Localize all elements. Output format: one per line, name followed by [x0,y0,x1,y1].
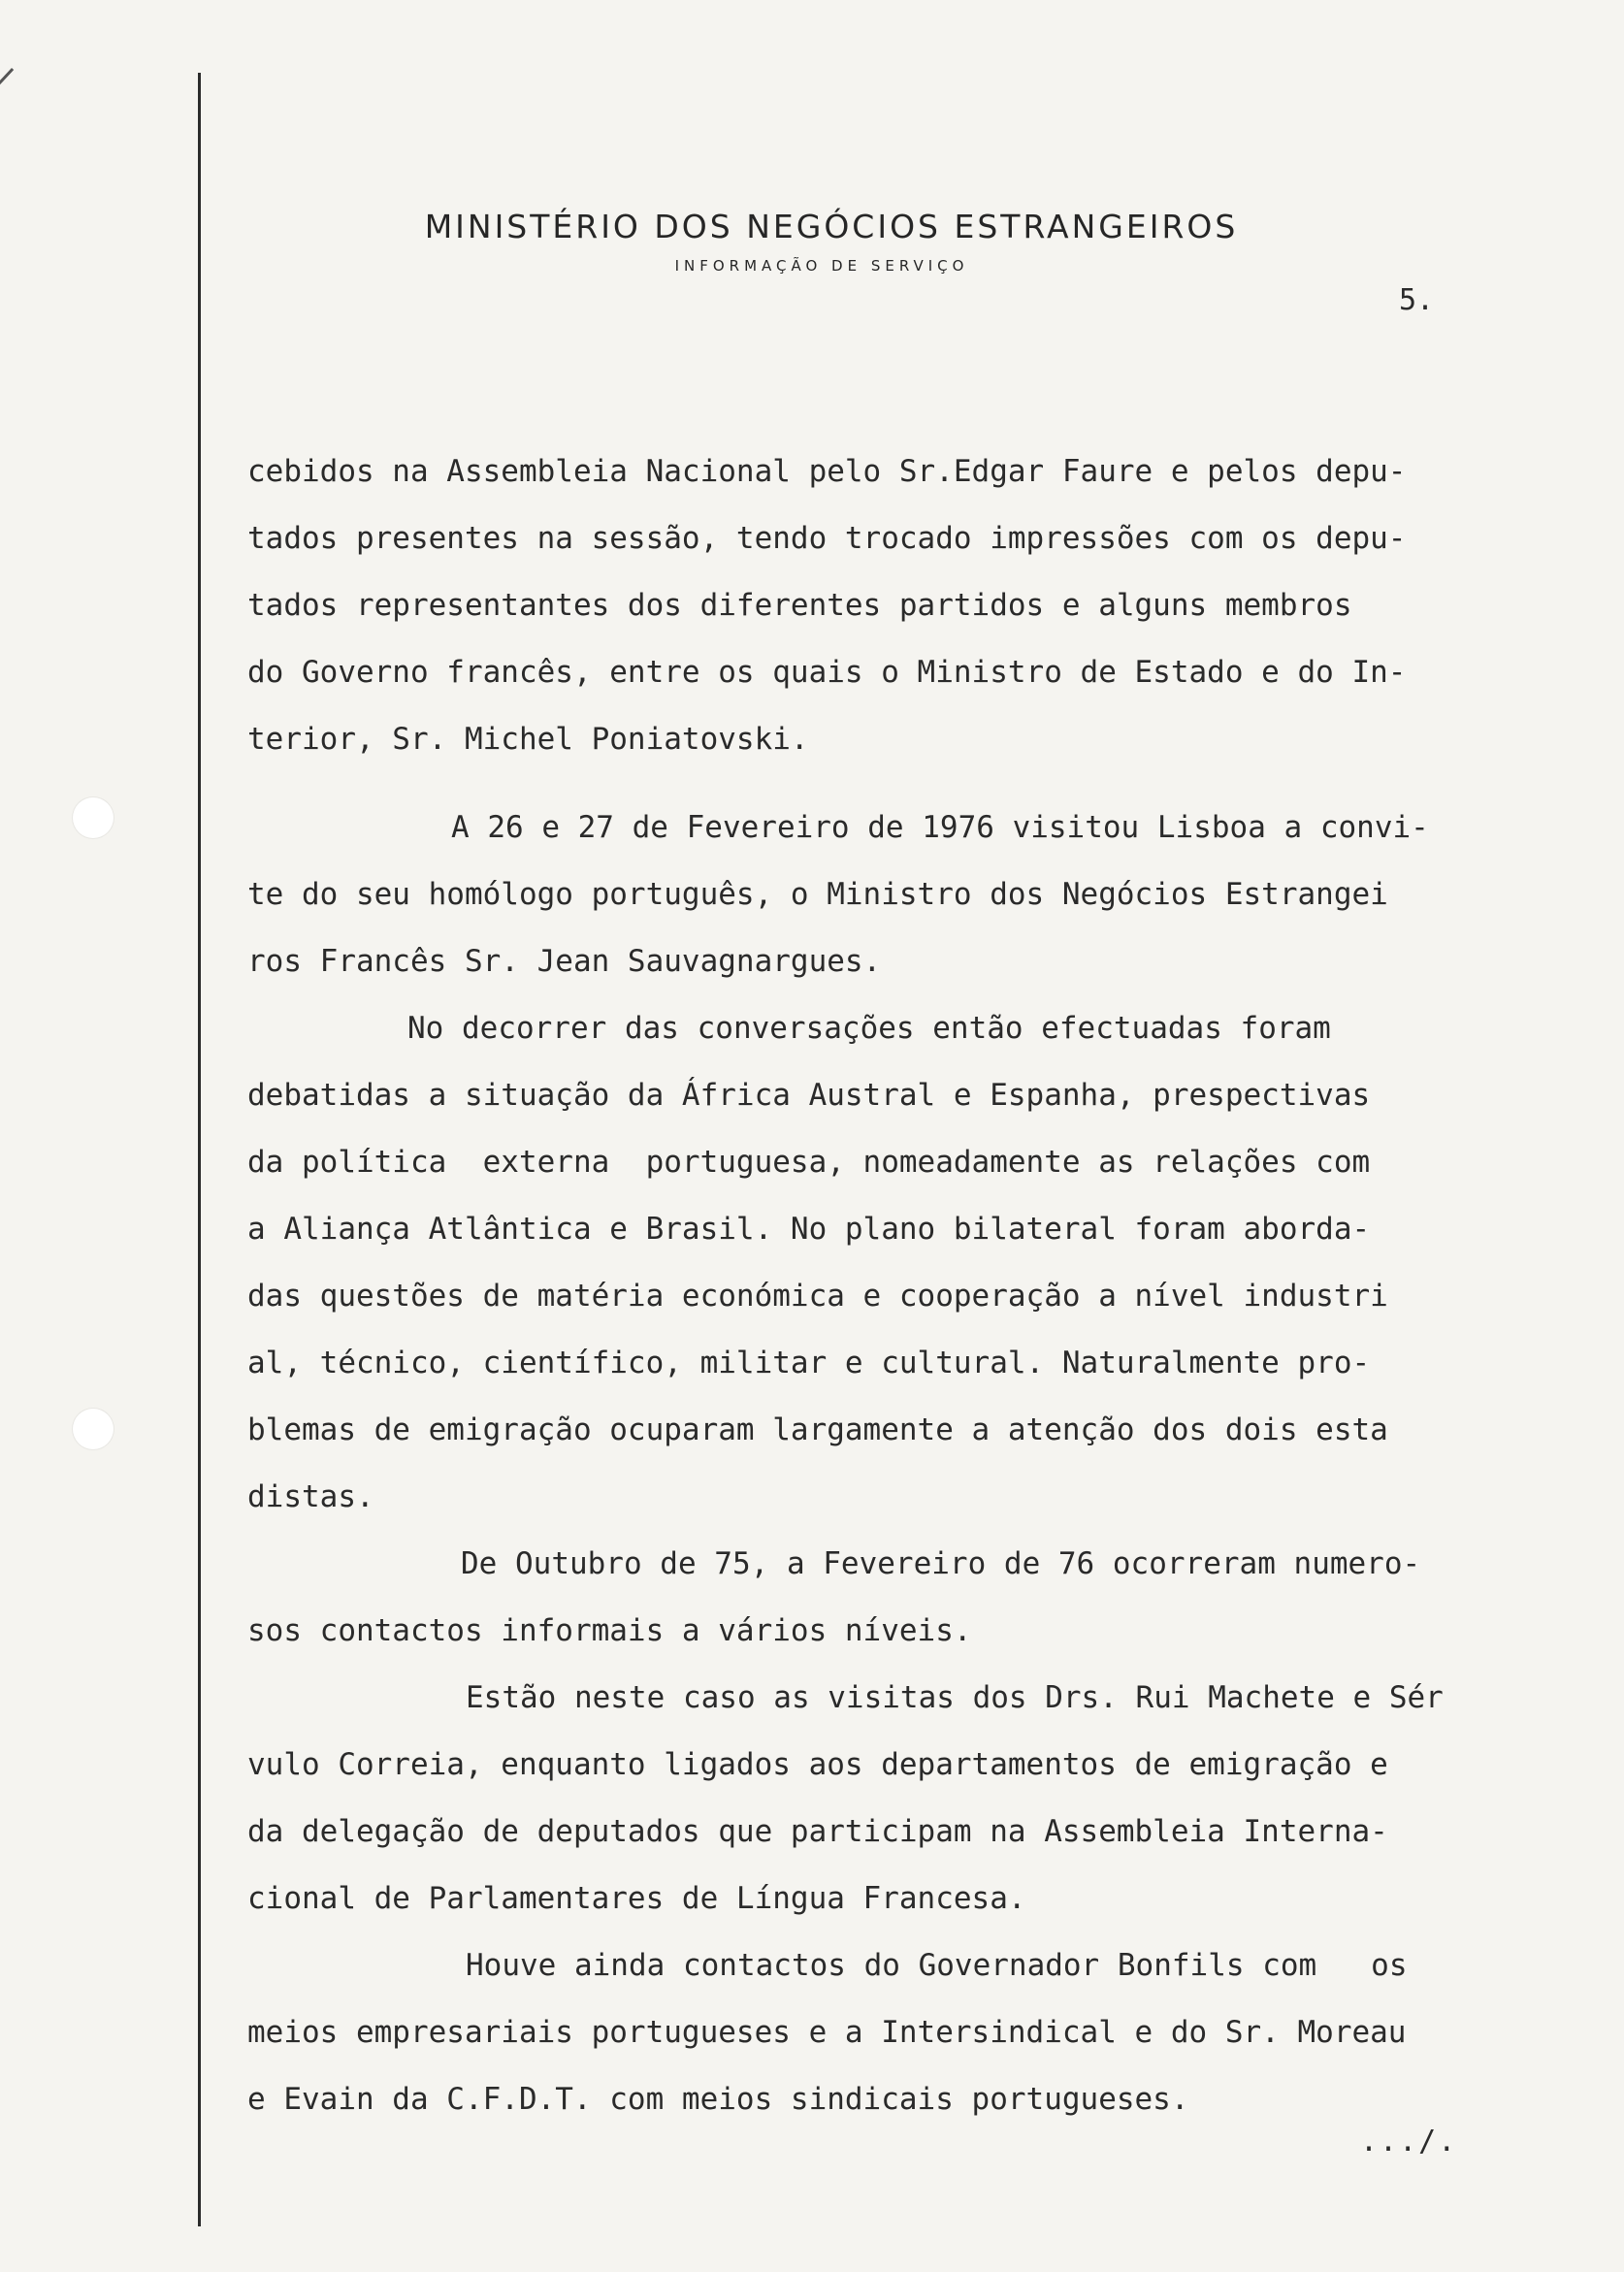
body-line: No decorrer das conversações então efectuadas foram [407,1011,1331,1046]
body-line: cional de Parlamentares de Língua Francesa. [247,1881,1026,1916]
punch-hole-bottom [73,1409,114,1449]
body-line: al, técnico, científico, militar e cultural. Naturalmente pro- [247,1346,1371,1380]
margin-rule [198,73,201,2226]
document-subtitle: INFORMAÇÃO DE SERVIÇO [674,257,969,275]
body-line: das questões de matéria económica e cooperação a nível industri [247,1279,1388,1314]
body-line: ros Francês Sr. Jean Sauvagnargues. [247,944,882,979]
body-line: Houve ainda contactos do Governador Bonfils com os [466,1948,1408,1983]
body-line: da delegação de deputados que participam na Assembleia Interna- [247,1814,1388,1849]
body-line: tados representantes dos diferentes partidos e alguns membros [247,588,1352,623]
body-line: a Aliança Atlântica e Brasil. No plano bilateral foram aborda- [247,1212,1371,1247]
page-number: 5. [1399,283,1435,317]
body-line: De Outubro de 75, a Fevereiro de 76 ocorreram numero- [461,1546,1421,1581]
document-body [247,438,1547,2133]
body-line: distas. [247,1479,374,1514]
body-line: da política externa portuguesa, nomeadamente as relações com [247,1145,1371,1180]
body-line: A 26 e 27 de Fevereiro de 1976 visitou Lisboa a convi- [451,810,1429,845]
body-line: tados presentes na sessão, tendo trocado impressões com os depu- [247,521,1407,556]
body-line: te do seu homólogo português, o Ministro dos Negócios Estrangei [247,877,1388,912]
body-line: blemas de emigração ocuparam largamente a atenção dos dois esta [247,1412,1388,1447]
body-line: Estão neste caso as visitas dos Drs. Rui Machete e Sér [466,1680,1444,1715]
body-line: terior, Sr. Michel Poniatovski. [247,722,809,757]
body-line: e Evain da C.F.D.T. com meios sindicais portugueses. [247,2082,1189,2117]
continuation-mark: .../. [1360,2125,1458,2158]
punch-hole-top [73,797,114,838]
body-line: vulo Correia, enquanto ligados aos departamentos de emigração e [247,1747,1388,1782]
body-line: do Governo francês, entre os quais o Ministro de Estado e do In- [247,655,1407,690]
corner-mark [0,68,14,190]
body-line: cebidos na Assembleia Nacional pelo Sr.Edgar Faure e pelos depu- [247,454,1407,489]
body-line: meios empresariais portugueses e a Intersindical e do Sr. Moreau [247,2015,1407,2050]
ministry-title: MINISTÉRIO DOS NEGÓCIOS ESTRANGEIROS [424,208,1239,245]
body-line: debatidas a situação da África Austral e Espanha, prespectivas [247,1078,1371,1113]
body-line: sos contactos informais a vários níveis. [247,1613,972,1648]
